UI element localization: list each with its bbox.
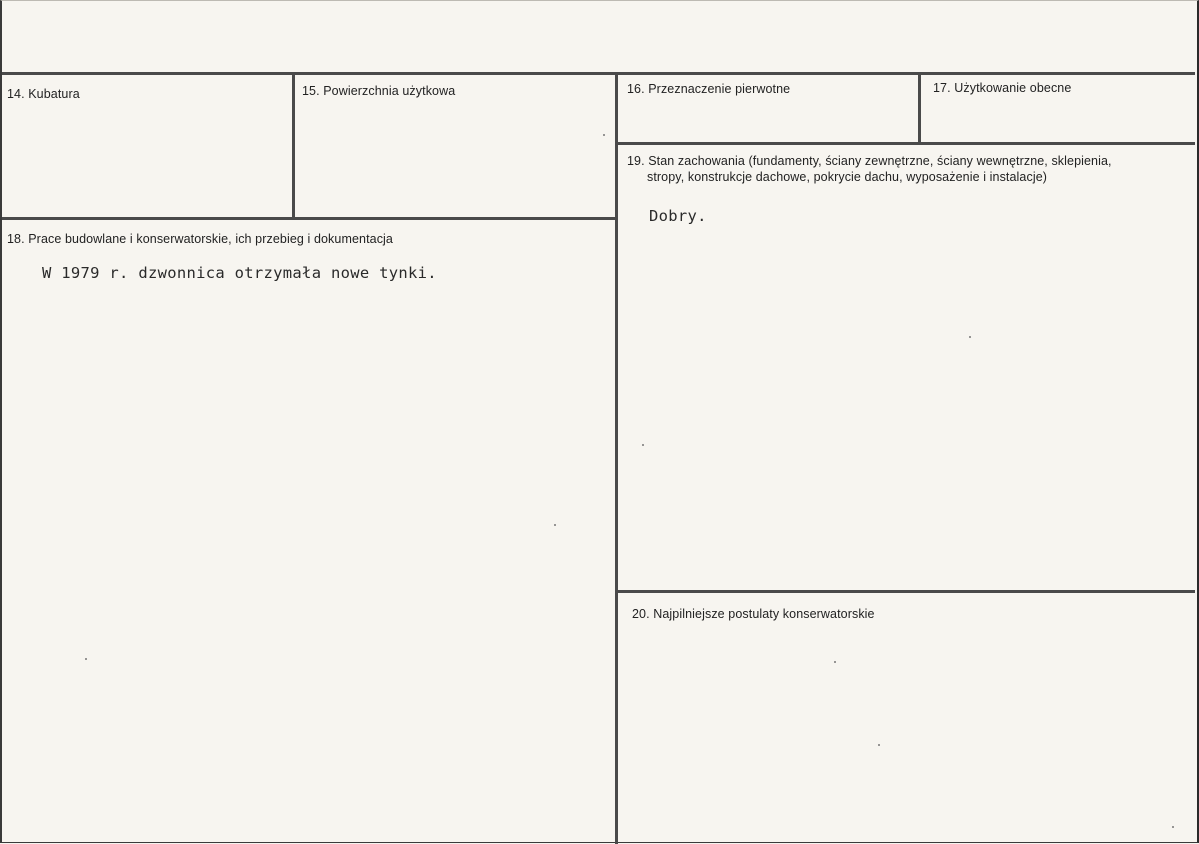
field-18-label: 18. Prace budowlane i konserwatorskie, ich przebieg i dokumentacja [7,232,393,246]
field-19-value[interactable]: Dobry. [649,207,707,225]
paper-speck [642,444,644,446]
field-19-label-line2: stropy, konstrukcje dachowe, pokrycie dachu, wyposażenie i instalacje) [647,170,1048,184]
paper-speck [878,744,880,746]
paper-speck [834,661,836,663]
field-16-label: 16. Przeznaczenie pierwotne [627,82,791,96]
rule-16-17-bottom [616,142,1195,145]
field-15-label: 15. Powierzchnia użytkowa [302,84,456,98]
rule-14-15-bottom [2,217,617,220]
paper-speck [85,658,87,660]
paper-speck [969,336,971,338]
rule-19-bottom [616,590,1195,593]
paper-speck [1172,826,1174,828]
rule-v-16-17 [918,74,921,144]
rule-v-center [615,74,618,844]
field-17-label: 17. Użytkowanie obecne [933,81,1072,95]
field-20-label: 20. Najpilniejsze postulaty konserwatorskie [632,607,875,621]
rule-v-14-15 [292,74,295,219]
field-18-value[interactable]: W 1979 r. dzwonnica otrzymała nowe tynki. [42,264,437,282]
rule-top [2,72,1195,75]
field-19-label-line1: 19. Stan zachowania (fundamenty, ściany zewnętrzne, ściany wewnętrzne, sklepienia, [627,154,1112,168]
paper-speck [554,524,556,526]
paper-speck [603,134,605,136]
field-14-label: 14. Kubatura [7,87,80,101]
